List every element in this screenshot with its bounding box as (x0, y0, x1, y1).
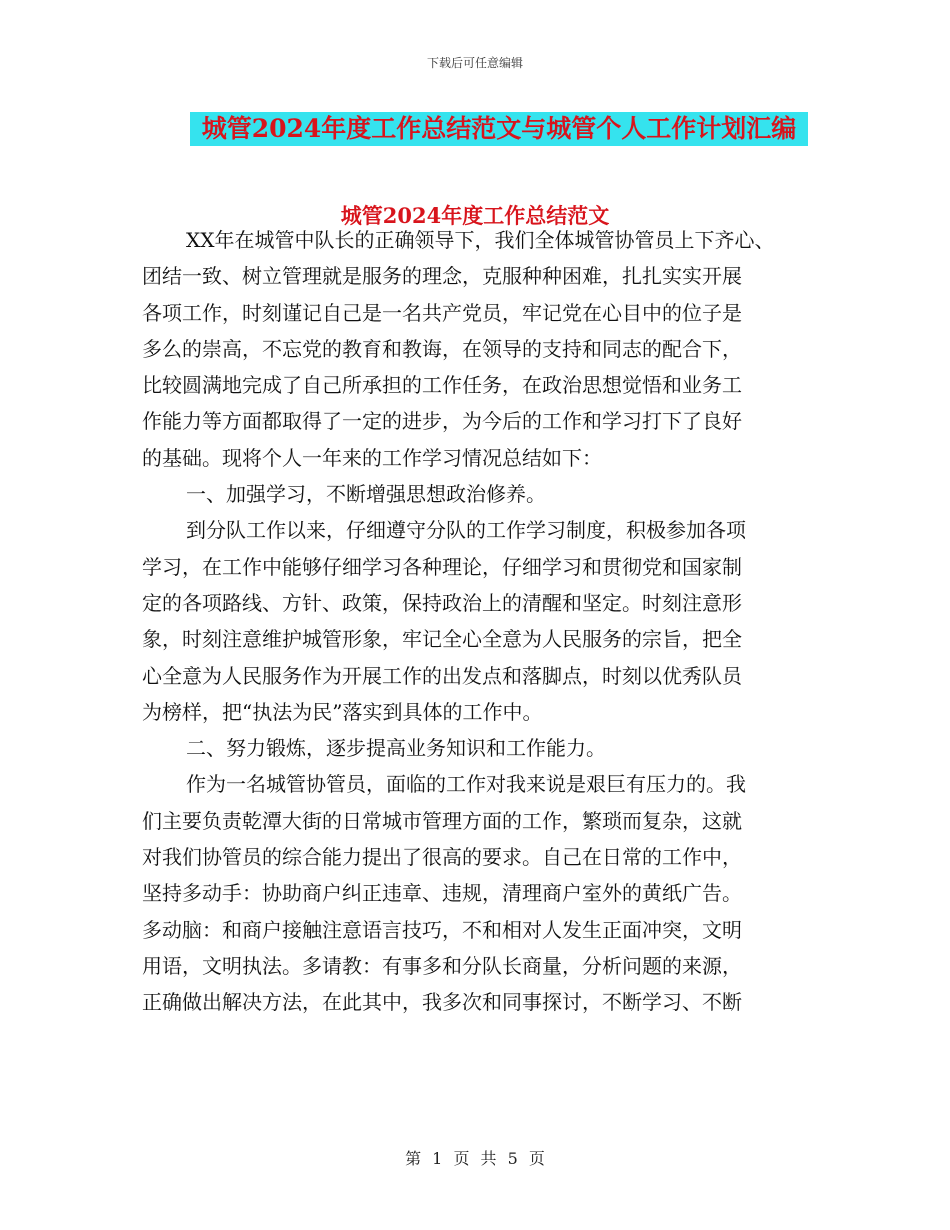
paragraph-line: 比较圆满地完成了自己所承担的工作任务，在政治思想觉悟和业务工 (142, 373, 742, 398)
paragraph-line: 心全意为人民服务作为开展工作的出发点和落脚点，时刻以优秀队员 (142, 663, 742, 688)
paragraph-line: 团结一致、树立管理就是服务的理念，克服种种困难，扎扎实实开展 (142, 264, 742, 289)
document-title: 城管2024年度工作总结范文与城管个人工作计划汇编 (190, 112, 808, 146)
paragraph-line: 到分队工作以来，仔细遵守分队的工作学习制度，积极参加各项 (186, 518, 746, 543)
paragraph-line: 象，时刻注意维护城管形象，牢记全心全意为人民服务的宗旨，把全 (142, 627, 742, 652)
paragraph-line: 学习，在工作中能够仔细学习各种理论，仔细学习和贯彻党和国家制 (142, 554, 742, 579)
paragraph-line: 各项工作，时刻谨记自己是一名共产党员，牢记党在心目中的位子是 (142, 300, 742, 325)
paragraph-line: 作为一名城管协管员，面临的工作对我来说是艰巨有压力的。我 (186, 772, 746, 797)
header-note: 下载后可任意编辑 (426, 56, 523, 70)
page-footer: 第 1 页 共 5 页 (405, 1149, 545, 1168)
paragraph-line: 多么的崇高，不忘党的教育和教诲，在领导的支持和同志的配合下， (142, 336, 742, 361)
paragraph-line: 的基础。现将个人一年来的工作学习情况总结如下： (142, 445, 602, 470)
paragraph-line: XX年在城管中队长的正确领导下，我们全体城管协管员上下齐心、 (186, 228, 775, 252)
section-title: 城管2024年度工作总结范文 (340, 203, 610, 228)
paragraph-line: 们主要负责乾潭大街的日常城市管理方面的工作，繁琐而复杂，这就 (142, 808, 742, 833)
paragraph-line: 正确做出解决方法，在此其中，我多次和同事探讨，不断学习、不断 (142, 990, 742, 1015)
body-text (142, 222, 802, 1021)
paragraph-line: 用语，文明执法。多请教：有事多和分队长商量，分析问题的来源， (142, 953, 742, 978)
paragraph-line: 对我们协管员的综合能力提出了很高的要求。自己在日常的工作中， (142, 845, 742, 870)
paragraph-line: 多动脑：和商户接触注意语言技巧，不和相对人发生正面冲突，文明 (142, 917, 742, 942)
paragraph-line: 为榜样，把“执法为民”落实到具体的工作中。 (142, 699, 543, 724)
paragraph-line: 作能力等方面都取得了一定的进步，为今后的工作和学习打下了良好 (142, 409, 742, 434)
paragraph-line: 坚持多动手：协助商户纠正违章、违规，清理商户室外的黄纸广告。 (142, 881, 742, 906)
paragraph-line: 定的各项路线、方针、政策，保持政治上的清醒和坚定。时刻注意形 (142, 590, 742, 615)
section-heading-1: 一、加强学习，不断增强思想政治修养。 (186, 482, 546, 507)
section-heading-2: 二、努力锻炼，逐步提高业务知识和工作能力。 (186, 736, 606, 761)
